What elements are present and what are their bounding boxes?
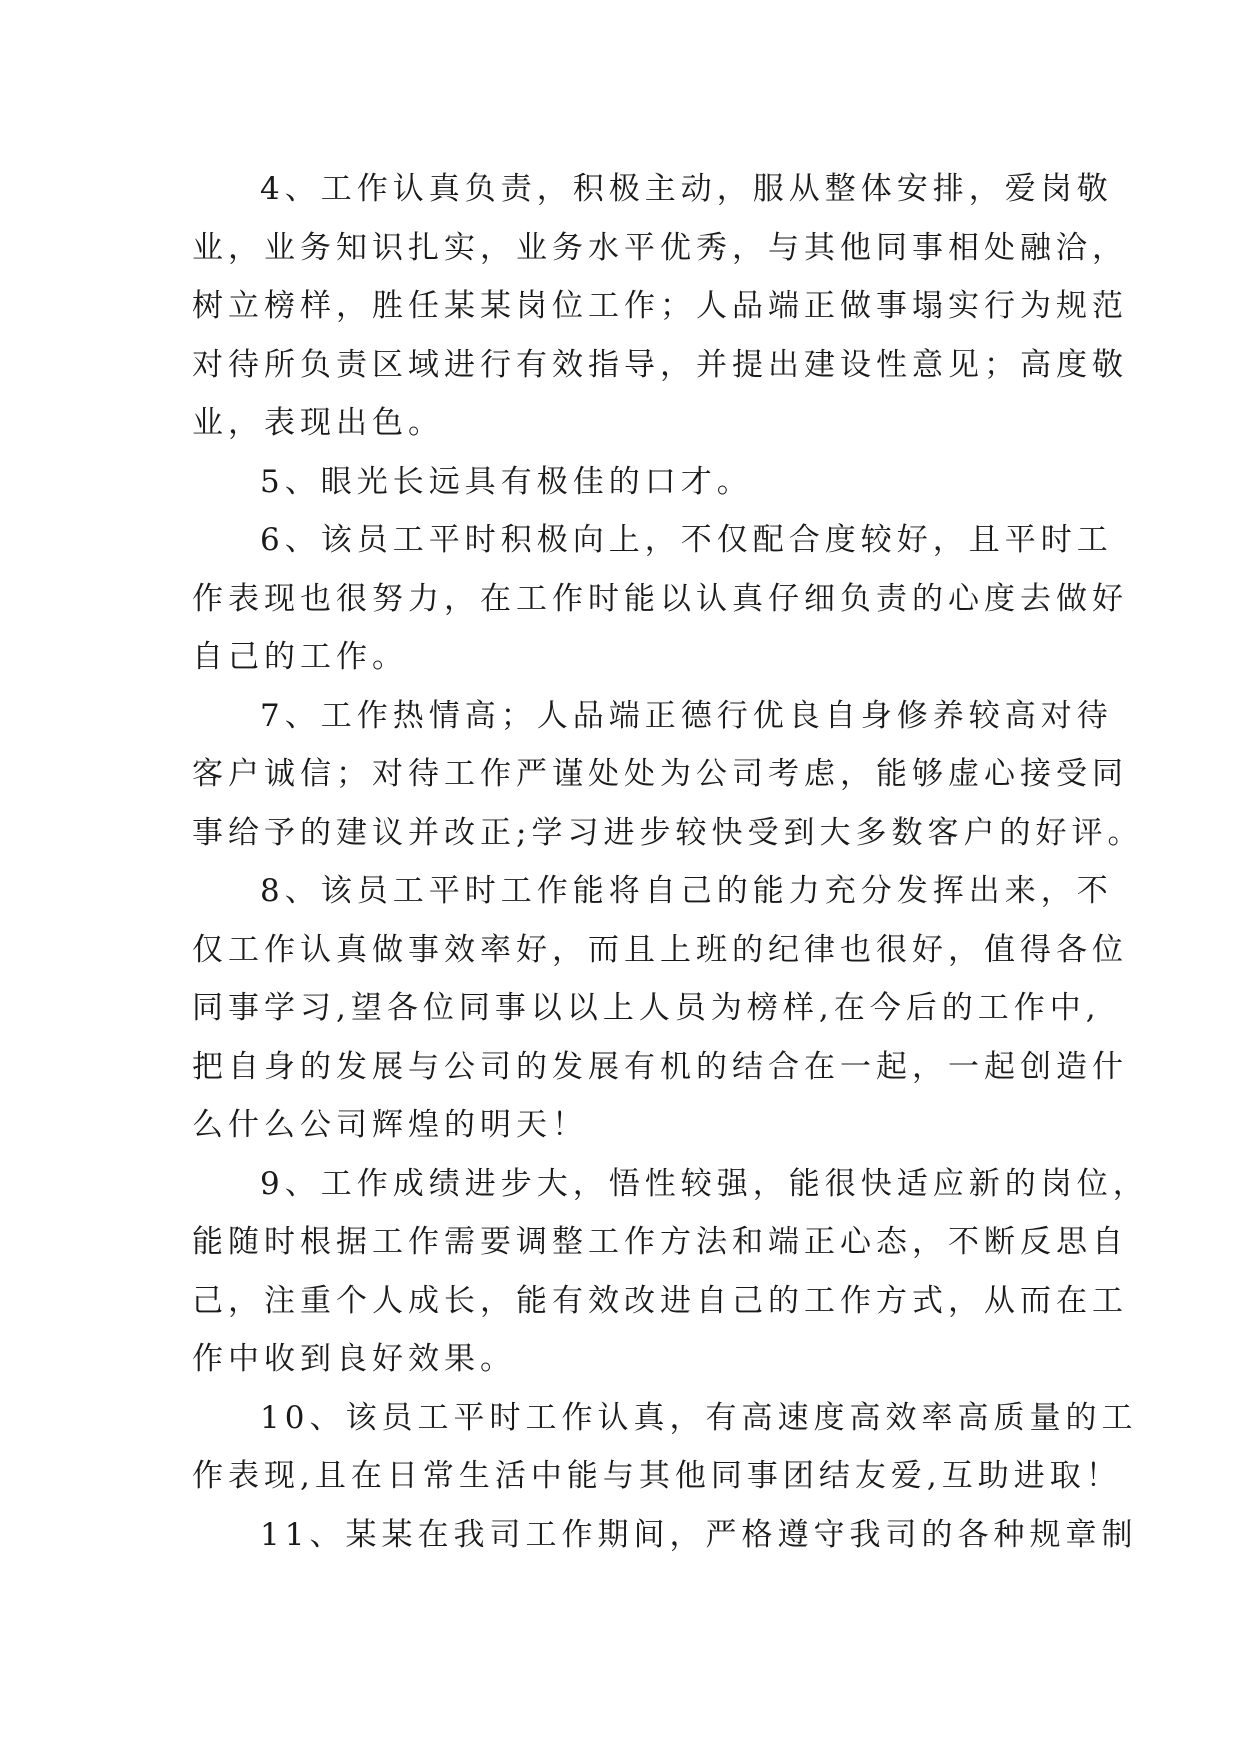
document-body [192,160,1149,1564]
paragraph-line: 7、工作热情高；人品端正德行优良自身修养较高对待 [260,697,1113,734]
paragraph-10 [192,1389,1138,1506]
paragraph-line: 4、工作认真负责，积极主动，服从整体安排，爱岗敬 [260,171,1113,207]
paragraph-9 [192,1155,1149,1389]
paragraph-line: 仅工作认真做事效率好，而且上班的纪律也很好，值得各位 [192,931,1128,968]
paragraph-line: 业，表现出色。 [192,405,444,441]
paragraph-line: 10、该员工平时工作认真，有高速度高效率高质量的工 [260,1399,1138,1436]
paragraph-line: 6、该员工平时积极向上，不仅配合度较好，且平时工 [260,522,1113,558]
paragraph-line: 对待所负责区域进行有效指导，并提出建设性意见；高度敬 [192,346,1128,383]
paragraph-line: 作表现,且在日常生活中能与其他同事团结友爱,互助进取！ [192,1458,1122,1494]
paragraph-line: 5、眼光长远具有极佳的口才。 [260,463,753,500]
paragraph-line: 树立榜样，胜任某某岗位工作；人品端正做事塌实行为规范 [192,288,1128,324]
paragraph-4 [192,160,1128,453]
paragraph-line: 把自身的发展与公司的发展有机的结合在一起，一起创造什 [192,1048,1128,1085]
paragraph-line: 同事学习,望各位同事以以上人员为榜样,在今后的工作中, [192,990,1101,1026]
paragraph-6 [192,511,1128,687]
paragraph-8 [192,862,1128,1155]
paragraph-line: 自己的工作。 [192,639,408,675]
paragraph-5 [192,453,1050,512]
paragraph-line: 能随时根据工作需要调整工作方法和端正心态，不断反思自 [192,1224,1128,1260]
paragraph-line: 业，业务知识扎实，业务水平优秀，与其他同事相处融洽， [192,229,1128,266]
paragraph-line: 客户诚信；对待工作严谨处处为公司考虑，能够虚心接受同 [192,756,1128,792]
paragraph-line: 作表现也很努力，在工作时能以认真仔细负责的心度去做好 [192,580,1128,617]
paragraph-line: 作中收到良好效果。 [192,1341,516,1377]
paragraph-line: 11、某某在我司工作期间，严格遵守我司的各种规章制 [260,1516,1138,1553]
paragraph-line: 己，注重个人成长，能有效改进自己的工作方式，从而在工 [192,1282,1128,1319]
paragraph-line: 么什么公司辉煌的明天！ [192,1107,588,1143]
paragraph-line: 8、该员工平时工作能将自己的能力充分发挥出来，不 [260,873,1113,909]
paragraph-line: 9、工作成绩进步大，悟性较强，能很快适应新的岗位， [260,1165,1149,1202]
paragraph-line: 事给予的建议并改正;学习进步较快受到大多数客户的好评。 [192,814,1144,851]
paragraph-7 [192,687,1144,863]
paragraph-11 [192,1506,1138,1565]
